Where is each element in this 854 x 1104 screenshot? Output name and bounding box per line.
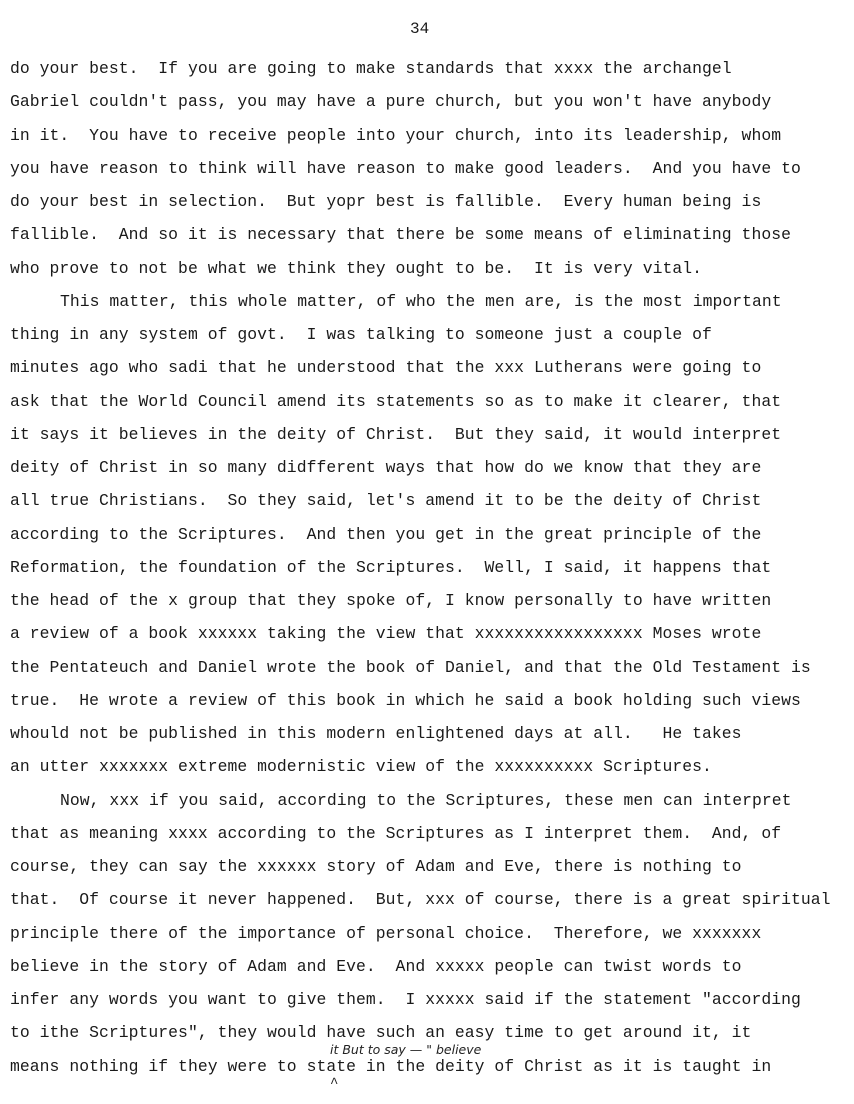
text-line: an utter xxxxxxx extreme modernistic view of the xxxxxxxxxx Scriptures. [10,757,712,777]
text-line: Now, xxx if you said, according to the Scriptures, these men can interpret [60,790,792,810]
page-number: 34 [410,20,430,38]
text-line: whould not be published in this modern enlightened days at all. He takes [10,724,742,743]
text-line: believe in the story of Adam and Eve. And xxxxx people can twist words to [10,956,742,976]
text-line: means nothing if they were to state in the deity of Christ as it is taught in [10,1056,772,1076]
text-line: the head of the x group that they spoke of, I know personally to have written [10,591,772,610]
text-line: ask that the World Council amend its statements so as to make it clearer, that [10,391,782,411]
text-line: the Pentateuch and Daniel wrote the book of Daniel, and that the Old Testament is [10,657,811,677]
text-line: all true Christians. So they said, let's amend it to be the deity of Christ [10,491,762,511]
text-line: that as meaning xxxx according to the Scriptures as I interpret them. And, of [10,823,782,843]
text-line: that. Of course it never happened. But, xxx of course, there is a great spiritual [10,890,831,910]
text-line: do your best in selection. But yopr best is fallible. Every human being is [10,192,762,211]
text-line: course, they can say the xxxxxx story of Adam and Eve, there is nothing to [10,857,742,876]
text-line: in it. You have to receive people into your church, into its leadership, whom [10,125,782,145]
text-line: true. He wrote a review of this book in which he said a book holding such views [10,690,801,710]
text-line: to ithe Scriptures", they would have such an easy time to get around it, it [10,1023,752,1043]
text-line: deity of Christ in so many didfferent ways that how do we know that they are [10,458,762,477]
text-line: according to the Scriptures. And then you get in the great principle of the [10,524,762,544]
text-line: fallible. And so it is necessary that there be some means of eliminating those [10,225,791,245]
text-line: Reformation, the foundation of the Scriptures. Well, I said, it happens that [10,557,772,577]
text-line: do your best. If you are going to make standards that xxxx the archangel [10,59,732,78]
text-line: infer any words you want to give them. I xxxxx said if the statement "according [10,990,801,1009]
text-line: This matter, this whole matter, of who the men are, is the most important [60,291,782,311]
text-line: Gabriel couldn't pass, you may have a pure church, but you won't have anybody [10,92,772,112]
text-line: it says it believes in the deity of Christ. But they said, it would interpret [10,424,782,444]
text-line: you have reason to think will have reason to make good leaders. And you have to [10,158,801,178]
document-body [10,60,831,1091]
text-line: a review of a book xxxxxx taking the view that xxxxxxxxxxxxxxxxx Moses wrote [10,624,762,644]
handwritten-annotation: it But to say — " believe [330,1041,482,1057]
text-line: who prove to not be what we think they ought to be. It is very vital. [10,258,703,278]
text-line: principle there of the importance of personal choice. Therefore, we xxxxxxx [10,923,762,943]
insertion-caret-mark: ^ [330,1076,339,1092]
text-line: thing in any system of govt. I was talking to someone just a couple of [10,325,712,344]
text-line: minutes ago who sadi that he understood that the xxx Lutherans were going to [10,358,762,378]
